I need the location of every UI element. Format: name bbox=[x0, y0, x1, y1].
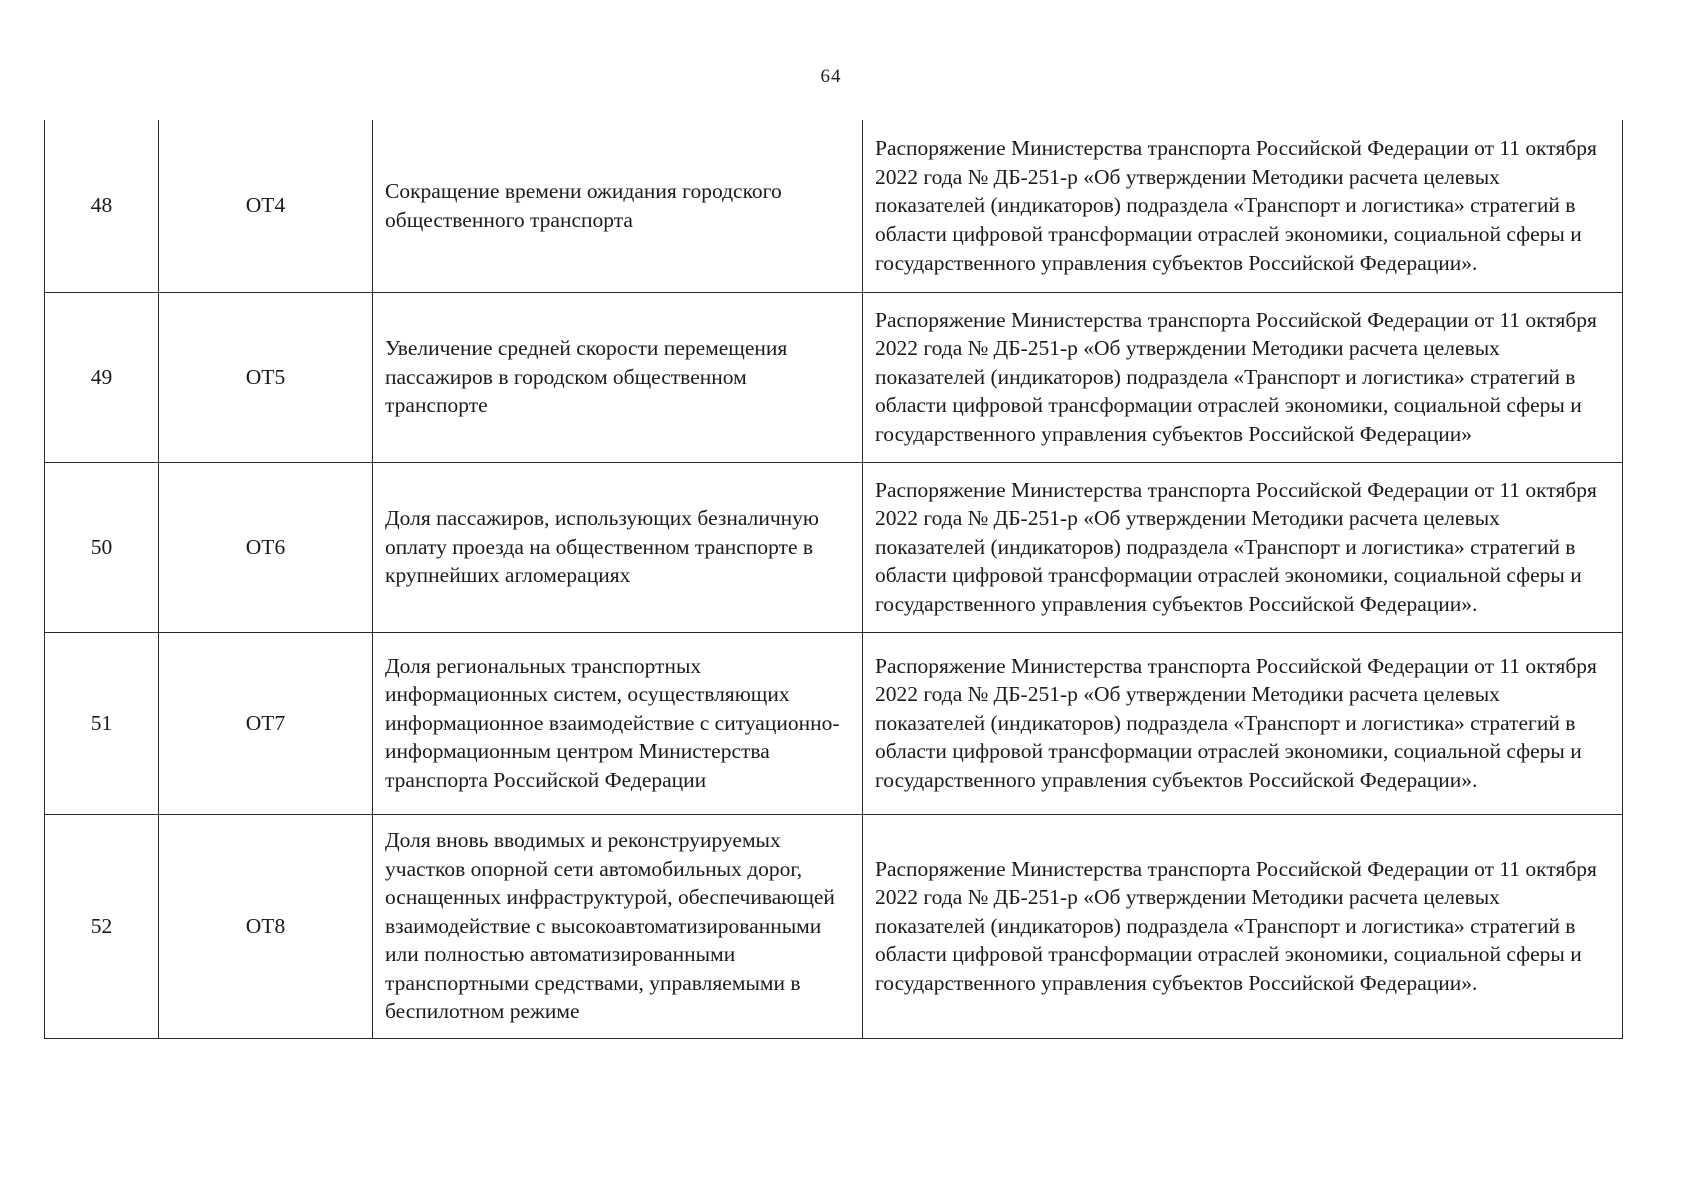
source-document: Распоряжение Министерства транспорта Российской Федерации от 11 октября 2022 года № ДБ-251-р «Об утверждении Методики расчета целевых показателей (индикаторов) подраздела «Транспорт и логистика» стратегий в области цифровой трансформации отраслей экономики, социальной сферы и государственного управления субъектов Российской Федерации» bbox=[875, 307, 1597, 446]
indicator-name-cell bbox=[373, 462, 863, 632]
source-document: Распоряжение Министерства транспорта Российской Федерации от 11 октября 2022 года № ДБ-251-р «Об утверждении Методики расчета целевых показателей (индикаторов) подраздела «Транспорт и логистика» стратегий в области цифровой трансформации отраслей экономики, социальной сферы и государственного управления субъектов Российской Федерации». bbox=[875, 653, 1597, 792]
row-number: 51 bbox=[90, 710, 113, 735]
page-number: 64 bbox=[820, 66, 842, 87]
indicator-name: Доля вновь вводимых и реконструируемых участков опорной сети автомобильных дорог, оснащенных инфраструктурой, обеспечивающей взаимодействие с высокоавтоматизированными или полностью автоматизированными транспортными средствами, управляемыми в беспилотном режиме bbox=[385, 827, 835, 1024]
row-number-cell bbox=[45, 632, 159, 814]
row-number-cell bbox=[45, 462, 159, 632]
indicator-name-cell bbox=[373, 632, 863, 814]
row-number-cell bbox=[45, 120, 159, 292]
indicator-code-cell bbox=[159, 814, 373, 1038]
source-document-cell bbox=[863, 814, 1623, 1038]
indicator-code: ОТ7 bbox=[245, 710, 286, 735]
indicator-code-cell bbox=[159, 632, 373, 814]
row-number: 49 bbox=[90, 364, 113, 389]
indicator-name-cell bbox=[373, 814, 863, 1038]
indicator-code-cell bbox=[159, 292, 373, 462]
source-document-cell bbox=[863, 632, 1623, 814]
indicator-code: ОТ5 bbox=[245, 364, 286, 389]
indicator-name-cell bbox=[373, 120, 863, 292]
row-number: 52 bbox=[90, 913, 113, 938]
indicator-name: Доля пассажиров, использующих безналичную оплату проезда на общественном транспорте в крупнейших агломерациях bbox=[385, 506, 819, 588]
table-row bbox=[45, 814, 1623, 1038]
table-row bbox=[45, 120, 1623, 292]
row-number-cell bbox=[45, 814, 159, 1038]
source-document: Распоряжение Министерства транспорта Российской Федерации от 11 октября 2022 года № ДБ-251-р «Об утверждении Методики расчета целевых показателей (индикаторов) подраздела «Транспорт и логистика» стратегий в области цифровой трансформации отраслей экономики, социальной сферы и государственного управления субъектов Российской Федерации». bbox=[875, 856, 1597, 995]
table-row bbox=[45, 292, 1623, 462]
indicator-name: Доля региональных транспортных информационных систем, осуществляющих информационное взаимодействие с ситуационно-информационным центром Министерства транспорта Российской Федерации bbox=[385, 653, 840, 792]
indicator-name-cell bbox=[373, 292, 863, 462]
indicator-name: Сокращение времени ожидания городского общественного транспорта bbox=[385, 179, 782, 232]
row-number-cell bbox=[45, 292, 159, 462]
table-row bbox=[45, 462, 1623, 632]
indicator-code-cell bbox=[159, 462, 373, 632]
source-document: Распоряжение Министерства транспорта Российской Федерации от 11 октября 2022 года № ДБ-251-р «Об утверждении Методики расчета целевых показателей (индикаторов) подраздела «Транспорт и логистика» стратегий в области цифровой трансформации отраслей экономики, социальной сферы и государственного управления субъектов Российской Федерации». bbox=[875, 136, 1597, 275]
indicator-code: ОТ8 bbox=[245, 913, 286, 938]
source-document-cell bbox=[863, 120, 1623, 292]
indicator-code: ОТ6 bbox=[245, 534, 286, 559]
indicators-table bbox=[44, 120, 1623, 1039]
source-document-cell bbox=[863, 462, 1623, 632]
indicator-code-cell bbox=[159, 120, 373, 292]
source-document-cell bbox=[863, 292, 1623, 462]
source-document: Распоряжение Министерства транспорта Российской Федерации от 11 октября 2022 года № ДБ-251-р «Об утверждении Методики расчета целевых показателей (индикаторов) подраздела «Транспорт и логистика» стратегий в области цифровой трансформации отраслей экономики, социальной сферы и государственного управления субъектов Российской Федерации». bbox=[875, 477, 1597, 616]
table-row bbox=[45, 632, 1623, 814]
indicator-name: Увеличение средней скорости перемещения пассажиров в городском общественном транспорте bbox=[385, 336, 788, 418]
row-number: 50 bbox=[90, 534, 113, 559]
indicator-code: ОТ4 bbox=[245, 193, 286, 218]
row-number: 48 bbox=[90, 193, 113, 218]
